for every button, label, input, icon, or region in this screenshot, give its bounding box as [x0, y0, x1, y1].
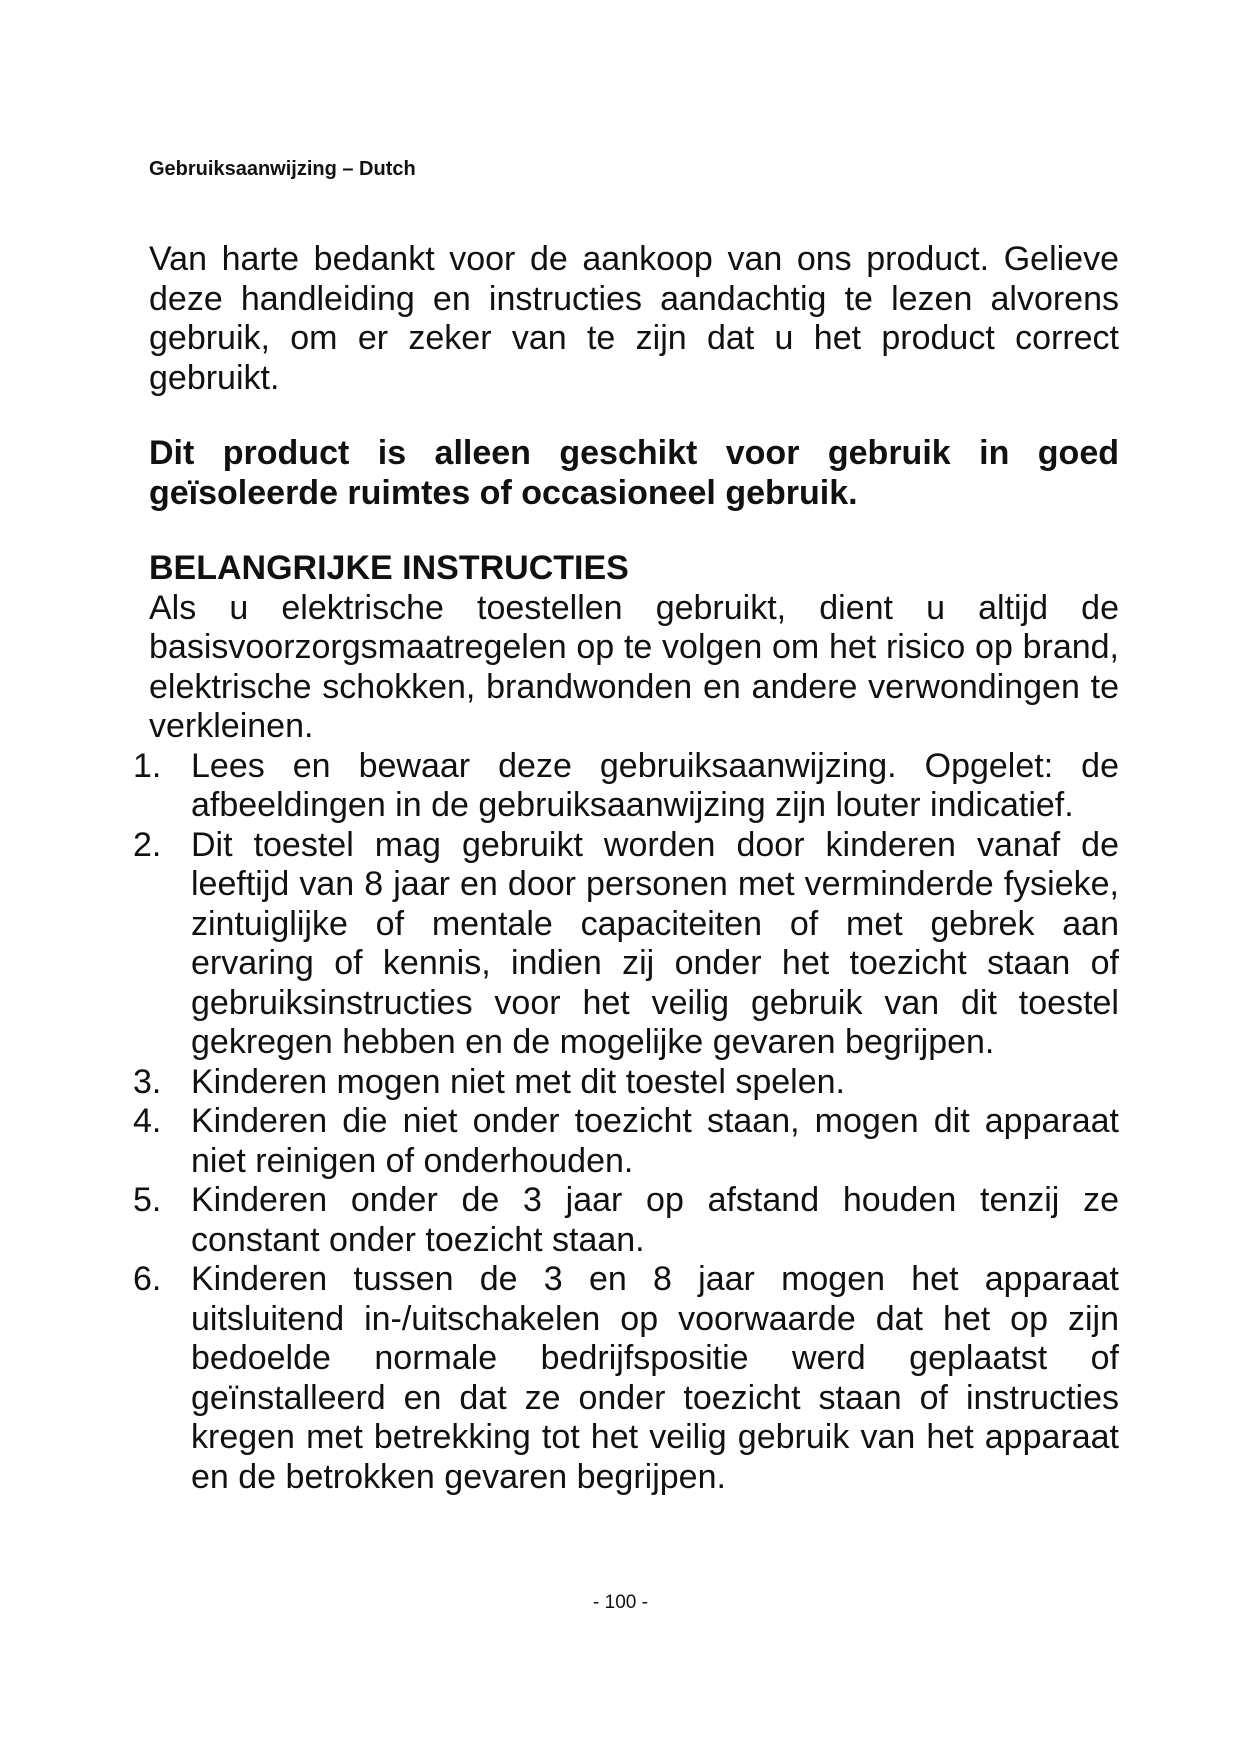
- list-item: [133, 1102, 1119, 1181]
- page-number: - 100 -: [593, 1592, 648, 1613]
- list-item-number: 1.: [133, 746, 162, 785]
- instruction-list: [133, 746, 1119, 1498]
- list-item-text: Dit toestel mag gebruikt worden door kinderen vanaf de leeftijd van 8 jaar en door personen met verminderde fysieke, zintuiglijke of mentale capaciteiten of met gebrek aan ervaring of kennis, indien zij onder het toezicht staan of gebruiksinstructies voor het veilig gebruik van dit toestel gekregen hebben en de mogelijke gevaren begrijpen.: [191, 825, 1119, 1061]
- intro-paragraph: Van harte bedankt voor de aankoop van ons product. Gelieve deze handleiding en instructies aandachtig te lezen alvorens gebruik, om er zeker van te zijn dat u het product correct gebruikt.: [149, 240, 1119, 397]
- list-item-number: 4.: [133, 1102, 162, 1140]
- list-item-text: Lees en bewaar deze gebruiksaanwijzing. Opgelet: de afbeeldingen in de gebruiksaanwijzing zijn louter indicatief.: [191, 746, 1119, 824]
- page-content: [133, 240, 1119, 1497]
- list-item: [133, 746, 1119, 826]
- list-item-number: 6.: [133, 1260, 162, 1298]
- list-item-text: Kinderen tussen de 3 en 8 jaar mogen het apparaat uitsluitend in-/uitschakelen op voorwaarde dat het op zijn bedoelde normale bedrijfspositie werd geplaatst of geïnstalleerd en dat ze onder toezicht staan of instructies kregen met betrekking tot het veilig gebruik van het apparaat en de betrokken gevaren begrijpen.: [191, 1260, 1119, 1496]
- list-item: [133, 825, 1119, 1063]
- list-item-number: 5.: [133, 1181, 162, 1219]
- section-title: BELANGRIJKE INSTRUCTIES: [149, 549, 629, 587]
- list-item: [133, 1181, 1119, 1260]
- list-item-text: Kinderen die niet onder toezicht staan, mogen dit apparaat niet reinigen of onderhouden.: [191, 1102, 1119, 1180]
- page-header: Gebruiksaanwijzing – Dutch: [149, 158, 416, 180]
- list-item-text: Kinderen mogen niet met dit toestel spelen.: [191, 1062, 845, 1101]
- list-item: [133, 1062, 1119, 1103]
- list-item: [133, 1260, 1119, 1497]
- list-item-number: 2.: [133, 825, 162, 864]
- list-item-text: Kinderen onder de 3 jaar op afstand houden tenzij ze constant onder toezicht staan.: [191, 1181, 1119, 1259]
- section-body: Als u elektrische toestellen gebruikt, dient u altijd de basisvoorzorgsmaatregelen op te volgen om het risico op brand, elektrische schokken, brandwonden en andere verwondingen te verkleinen.: [149, 588, 1119, 745]
- warning-paragraph: Dit product is alleen geschikt voor gebruik in goed geïsoleerde ruimtes of occasioneel gebruik.: [149, 434, 1119, 512]
- list-item-number: 3.: [133, 1062, 162, 1101]
